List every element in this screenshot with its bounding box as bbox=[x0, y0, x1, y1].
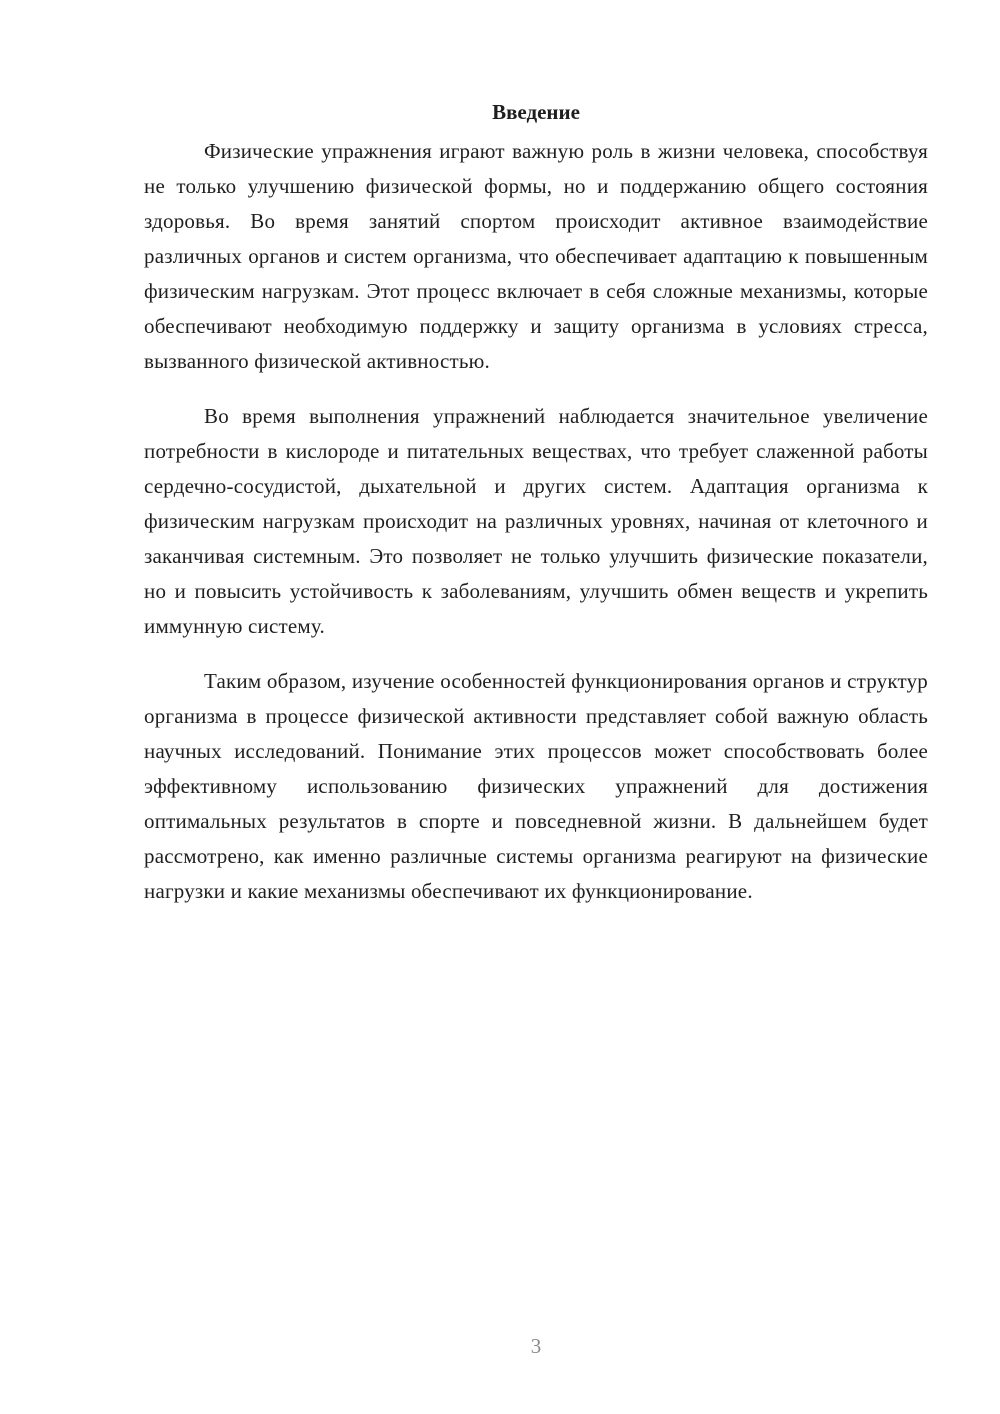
paragraph-3: Таким образом, изучение особенностей функционирования органов и структур организма в процессе физической активности представляет собой важную область научных исследований. Понимание этих процессов может способствовать более эффективному использованию физических упражнений для достижения оптимальных результатов в спорте и повседневной жизни. В дальнейшем будет рассмотрено, как именно различные системы организма реагируют на физические нагрузки и какие механизмы обеспечивают их функционирование. bbox=[144, 669, 928, 903]
paragraph-1: Физические упражнения играют важную роль в жизни человека, способствуя не только улучшению физической формы, но и поддержанию общего состояния здоровья. Во время занятий спортом происходит активное взаимодействие различных органов и систем организма, что обеспечивает адаптацию к повышенным физическим нагрузкам. Этот процесс включает в себя сложные механизмы, которые обеспечивают необходимую поддержку и защиту организма в условиях стресса, вызванного физической активностью. bbox=[144, 139, 928, 373]
document-body bbox=[144, 96, 928, 909]
paragraph-2: Во время выполнения упражнений наблюдается значительное увеличение потребности в кислороде и питательных веществах, что требует слаженной работы сердечно-сосудистой, дыхательной и других систем. Адаптация организма к физическим нагрузкам происходит на различных уровнях, начиная от клеточного и заканчивая системным. Это позволяет не только улучшить физические показатели, но и повысить устойчивость к заболеваниям, улучшить обмен веществ и укрепить иммунную систему. bbox=[144, 404, 928, 638]
section-title: Введение bbox=[492, 100, 580, 124]
page-number: 3 bbox=[530, 1334, 542, 1358]
